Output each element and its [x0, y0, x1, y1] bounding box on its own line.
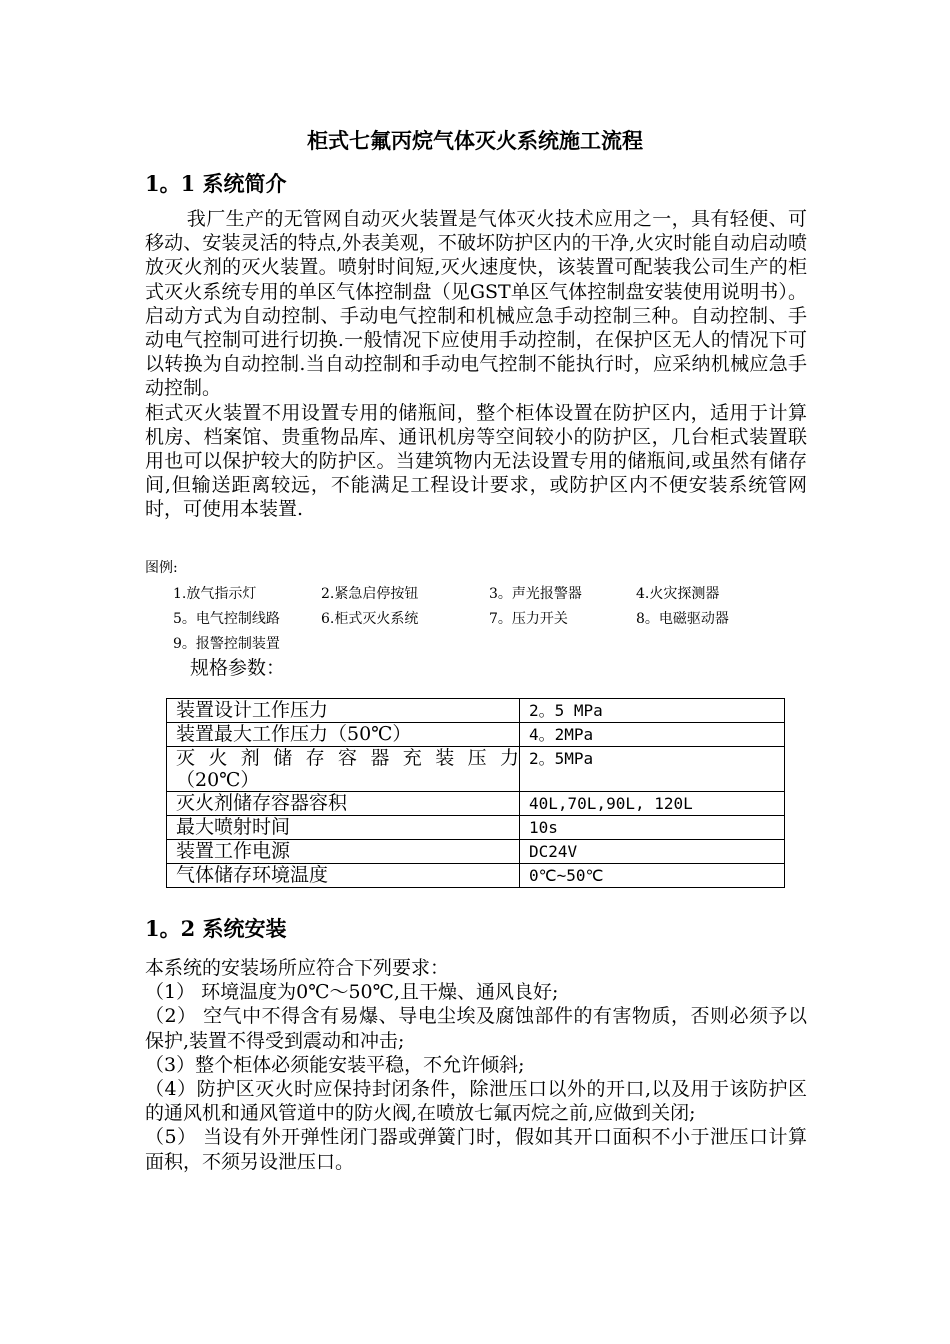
- intro-paragraph: 柜式灭火装置不用设置专用的储瓶间，整个柜体设置在防护区内，适用于计算机房、档案馆、贵重物品库、通讯机房等空间较小的防护区，几台柜式装置联用也可以保护较大的防护区。当建筑物内无法设置专用的储瓶间,或虽然有储存间,但输送距离较远，不能满足工程设计要求，或防护区内不便安装系统管网时，可使用本装置.: [145, 401, 807, 521]
- spec-name: 最大喷射时间: [167, 816, 520, 840]
- spec-name-cell: [167, 747, 520, 792]
- spec-name: 装置工作电源: [167, 840, 520, 864]
- legend-item: 6.柜式灭火系统: [321, 611, 419, 627]
- requirement-item: （3）整个柜体必须能安装平稳，不允许倾斜;: [145, 1053, 525, 1076]
- table-row: [167, 723, 785, 747]
- spec-table: [166, 698, 785, 888]
- spec-name: 装置最大工作压力（50℃）: [167, 723, 520, 747]
- install-intro: 本系统的安装场所应符合下列要求：: [145, 957, 450, 979]
- spec-name: 灭火剂储存容器充装压力: [176, 747, 519, 769]
- spec-name-sub: （20℃）: [176, 769, 260, 791]
- spec-value: 0℃~50℃: [520, 864, 785, 888]
- spec-name: 气体储存环境温度: [167, 864, 520, 888]
- requirement-item: （5） 当设有外开弹性闭门器或弹簧门时，假如其开口面积不小于泄压口计算面积，不须另设泄压口。: [145, 1126, 807, 1173]
- intro-paragraph: 我厂生产的无管网自动灭火装置是气体灭火技术应用之一，具有轻便、可移动、安装灵活的特点,外表美观，不破坏防护区内的干净,火灾时能自动启动喷放灭火剂的灭火装置。喷射时间短,灭火速度快，该装置可配装我公司生产的柜式灭火系统专用的单区气体控制盘（见GST单区气体控制盘安装使用说明书）。启动方式为自动控制、手动电气控制和机械应急手动控制三种。自动控制、手动电气控制可进行切换.一般情况下应使用手动控制，在保护区无人的情况下可以转换为自动控制.当自动控制和手动电气控制不能执行时，应采纳机械应急手动控制。: [145, 208, 807, 400]
- section-heading-intro: 1。1 系统简介: [145, 171, 287, 196]
- spec-value: 2。5MPa: [520, 747, 785, 792]
- legend-item: 2.紧急启停按钮: [321, 586, 419, 602]
- legend-item: 1.放气指示灯: [173, 586, 257, 602]
- legend-row: [173, 632, 813, 657]
- requirement-item: （1） 环境温度为0℃～50℃,且干燥、通风良好;: [145, 981, 559, 1004]
- section-heading-install: 1。2 系统安装: [145, 916, 287, 941]
- install-text: [145, 956, 807, 1174]
- spec-name: 装置设计工作压力: [167, 699, 520, 723]
- table-row: [167, 864, 785, 888]
- document-title: 柜式七氟丙烷气体灭火系统施工流程: [307, 128, 643, 153]
- spec-value: DC24V: [520, 840, 785, 864]
- legend-item: 7。压力开关: [489, 611, 568, 627]
- legend: [173, 582, 813, 657]
- spec-value: 4。2MPa: [520, 723, 785, 747]
- spec-value: 40L,70L,90L, 120L: [520, 792, 785, 816]
- legend-row: [173, 582, 813, 607]
- legend-item: 3。声光报警器: [489, 586, 582, 602]
- legend-item: 9。报警控制装置: [173, 636, 280, 652]
- requirement-item: （2） 空气中不得含有易爆、导电尘埃及腐蚀部件的有害物质，否则必须予以保护,装置不得受到震动和冲击;: [145, 1005, 807, 1052]
- table-row: [167, 792, 785, 816]
- legend-title: 图例:: [145, 560, 178, 576]
- spec-value: 10s: [520, 816, 785, 840]
- table-row: [167, 840, 785, 864]
- legend-row: [173, 607, 813, 632]
- legend-item: 4.火灾探测器: [636, 586, 720, 602]
- intro-text: [145, 207, 807, 522]
- table-row: [167, 747, 785, 792]
- spec-name: 灭火剂储存容器容积: [167, 792, 520, 816]
- legend-item: 8。电磁驱动器: [636, 611, 729, 627]
- table-row: [167, 816, 785, 840]
- spec-value: 2。5 MPa: [520, 699, 785, 723]
- spec-label: 规格参数：: [190, 657, 286, 679]
- table-row: [167, 699, 785, 723]
- legend-item: 5。电气控制线路: [173, 611, 280, 627]
- requirement-item: （4）防护区灭火时应保持封闭条件，除泄压口以外的开口,以及用于该防护区的通风机和通风管道中的防火阀,在喷放七氟丙烷之前,应做到关闭;: [145, 1078, 807, 1125]
